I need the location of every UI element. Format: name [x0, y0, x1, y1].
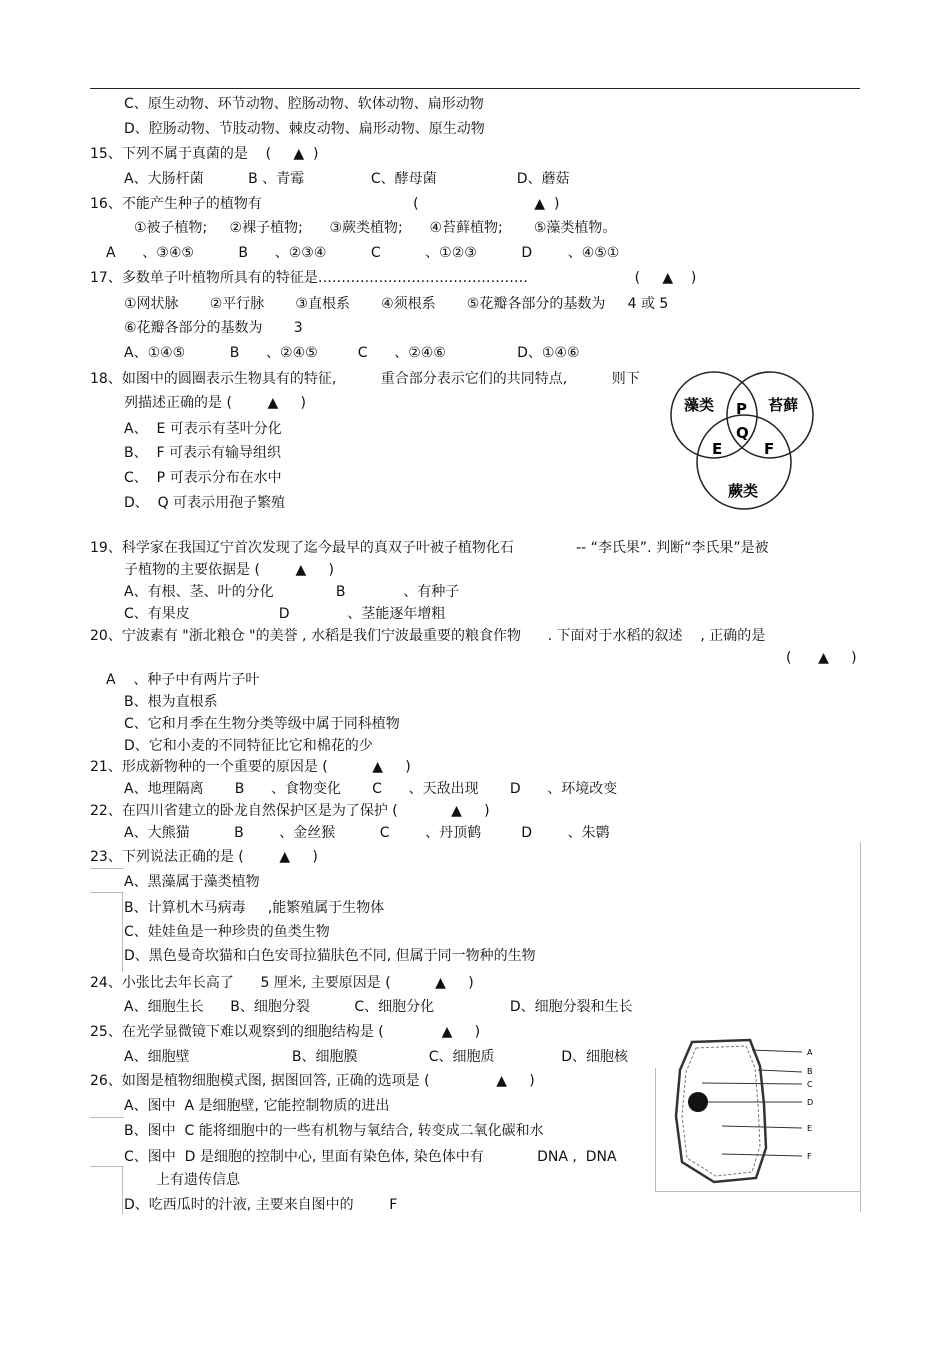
q20-option-a: A 、种子中有两片子叶	[106, 672, 260, 688]
venn-f-label: F	[764, 440, 775, 458]
venn-diagram	[662, 368, 822, 518]
q16-stem: 16、不能产生种子的植物有 ( ▲ )	[90, 196, 560, 212]
venn-q-label: Q	[736, 424, 749, 442]
q18-option-b: B、 F 可表示有输导组织	[124, 445, 282, 461]
q25-options: A、细胞壁 B、细胞膜 C、细胞质 D、细胞核	[124, 1049, 629, 1065]
q17-options: A、①④⑤ B 、②④⑤ C 、②④⑥ D、①④⑥	[124, 345, 580, 361]
cell-label-f: F	[807, 1152, 812, 1161]
q20-option-c: C、它和月季在生物分类等级中属于同科植物	[124, 716, 400, 732]
q19-stem-2: 子植物的主要依据是 ( ▲ )	[124, 562, 334, 578]
q26-option-c-cont: 上有遗传信息	[156, 1172, 240, 1188]
q20-stem: 20、宁波素有 "浙北粮仓 "的美誉 , 水稻是我们宁波最重要的粮食作物 . 下面对于水稻的叙述 , 正确的是	[90, 628, 766, 644]
q19-options-1: A、有根、茎、叶的分化 B 、有种子	[124, 584, 460, 600]
frame-line	[90, 1166, 124, 1167]
q24-options: A、细胞生长 B、细胞分裂 C、细胞分化 D、细胞分裂和生长	[124, 999, 633, 1015]
fern-label: 蕨类	[728, 482, 759, 500]
q22-stem: 22、在四川省建立的卧龙自然保护区是为了保护 ( ▲ )	[90, 803, 490, 819]
q16-items: ①被子植物; ②裸子植物; ③蕨类植物; ④苔藓植物; ⑤藻类植物。	[134, 220, 617, 236]
algae-label: 藻类	[684, 396, 715, 414]
frame-line	[655, 1068, 656, 1192]
q26-option-d: D、吃西瓜时的汁液, 主要来自图中的 F	[124, 1197, 398, 1213]
frame-line	[90, 892, 124, 893]
q23-option-a: A、黑藻属于藻类植物	[124, 874, 260, 890]
plant-cell-diagram	[662, 1036, 832, 1186]
q19-stem-1: 19、科学家在我国辽宁首次发现了迄今最早的真双子叶被子植物化石 -- “李氏果”. 判断“李氏果”是被	[90, 540, 769, 556]
q23-option-d: D、黑色曼奇坎猫和白色安哥拉猫肤色不同, 但属于同一物种的生物	[124, 948, 536, 964]
q26-option-b: B、图中 C 能将细胞中的一些有机物与氧结合, 转变成二氧化碳和水	[124, 1123, 544, 1139]
cell-label-a: A	[807, 1048, 813, 1057]
frame-line	[90, 868, 124, 869]
top-rule	[90, 88, 860, 89]
q24-stem: 24、小张比去年长高了 5 厘米, 主要原因是 ( ▲ )	[90, 975, 474, 991]
q17-items-1: ①网状脉 ②平行脉 ③直根系 ④须根系 ⑤花瓣各部分的基数为 4 或 5	[124, 296, 669, 312]
q15-stem: 15、下列不属于真菌的是 ( ▲ )	[90, 146, 319, 162]
frame-line	[90, 1117, 124, 1118]
q14-option-c: C、原生动物、环节动物、腔肠动物、软体动物、扁形动物	[124, 96, 484, 112]
q26-option-a: A、图中 A 是细胞壁, 它能控制物质的进出	[124, 1098, 390, 1114]
venn-e-label: E	[712, 440, 723, 458]
q19-options-2: C、有果皮 D 、茎能逐年增粗	[124, 606, 446, 622]
q22-options: A、大熊猫 B 、金丝猴 C 、丹顶鹤 D 、朱鹮	[124, 825, 610, 841]
cell-label-e: E	[807, 1124, 813, 1133]
cell-label-b: B	[807, 1067, 813, 1076]
q21-options: A、地理隔离 B 、食物变化 C 、天敌出现 D 、环境改变	[124, 781, 618, 797]
q18-option-d: D、 Q 可表示用孢子繁殖	[124, 495, 286, 511]
q18-option-c: C、 P 可表示分布在水中	[124, 470, 282, 486]
q21-stem: 21、形成新物种的一个重要的原因是 ( ▲ )	[90, 759, 411, 775]
q25-stem: 25、在光学显微镜下难以观察到的细胞结构是 ( ▲ )	[90, 1024, 481, 1040]
q23-option-b: B、计算机木马病毒 ,能繁殖属于生物体	[124, 900, 385, 916]
venn-p-label: P	[736, 400, 747, 418]
q20-answer-slot: ( ▲ )	[786, 650, 857, 666]
q20-option-d: D、它和小麦的不同特征比它和棉花的少	[124, 738, 373, 754]
q17-stem: 17、多数单子叶植物所具有的特征是……………………………………… ( ▲ )	[90, 270, 697, 286]
q26-stem: 26、如图是植物细胞模式图, 据图回答, 正确的选项是 ( ▲ )	[90, 1073, 535, 1089]
q18-option-a: A、 E 可表示有茎叶分化	[124, 421, 282, 437]
q16-options: A 、③④⑤ B 、②③④ C 、①②③ D 、④⑤①	[106, 245, 620, 261]
cell-label-d: D	[807, 1098, 814, 1107]
q17-items-2: ⑥花瓣各部分的基数为 3	[124, 320, 303, 336]
q18-stem-2: 列描述正确的是 ( ▲ )	[124, 395, 306, 411]
frame-right-line	[860, 842, 861, 1212]
q20-option-b: B、根为直根系	[124, 694, 218, 710]
cell-label-c: C	[807, 1080, 813, 1089]
q14-option-d: D、腔肠动物、节肢动物、棘皮动物、扁形动物、原生动物	[124, 121, 485, 137]
q15-options: A、大肠杆菌 B 、青霉 C、酵母菌 D、蘑菇	[124, 171, 570, 187]
moss-label: 苔藓	[768, 396, 799, 414]
q23-option-c: C、娃娃鱼是一种珍贵的鱼类生物	[124, 924, 330, 940]
frame-line	[122, 892, 123, 972]
frame-line	[122, 1166, 123, 1214]
q18-stem-1: 18、如图中的圆圈表示生物具有的特征, 重合部分表示它们的共同特点, 则下	[90, 371, 640, 387]
nucleus	[688, 1092, 708, 1112]
q23-stem: 23、下列说法正确的是 ( ▲ )	[90, 849, 318, 865]
frame-line	[655, 1191, 860, 1192]
q26-option-c: C、图中 D 是细胞的控制中心, 里面有染色体, 染色体中有 DNA , DNA	[124, 1149, 617, 1165]
